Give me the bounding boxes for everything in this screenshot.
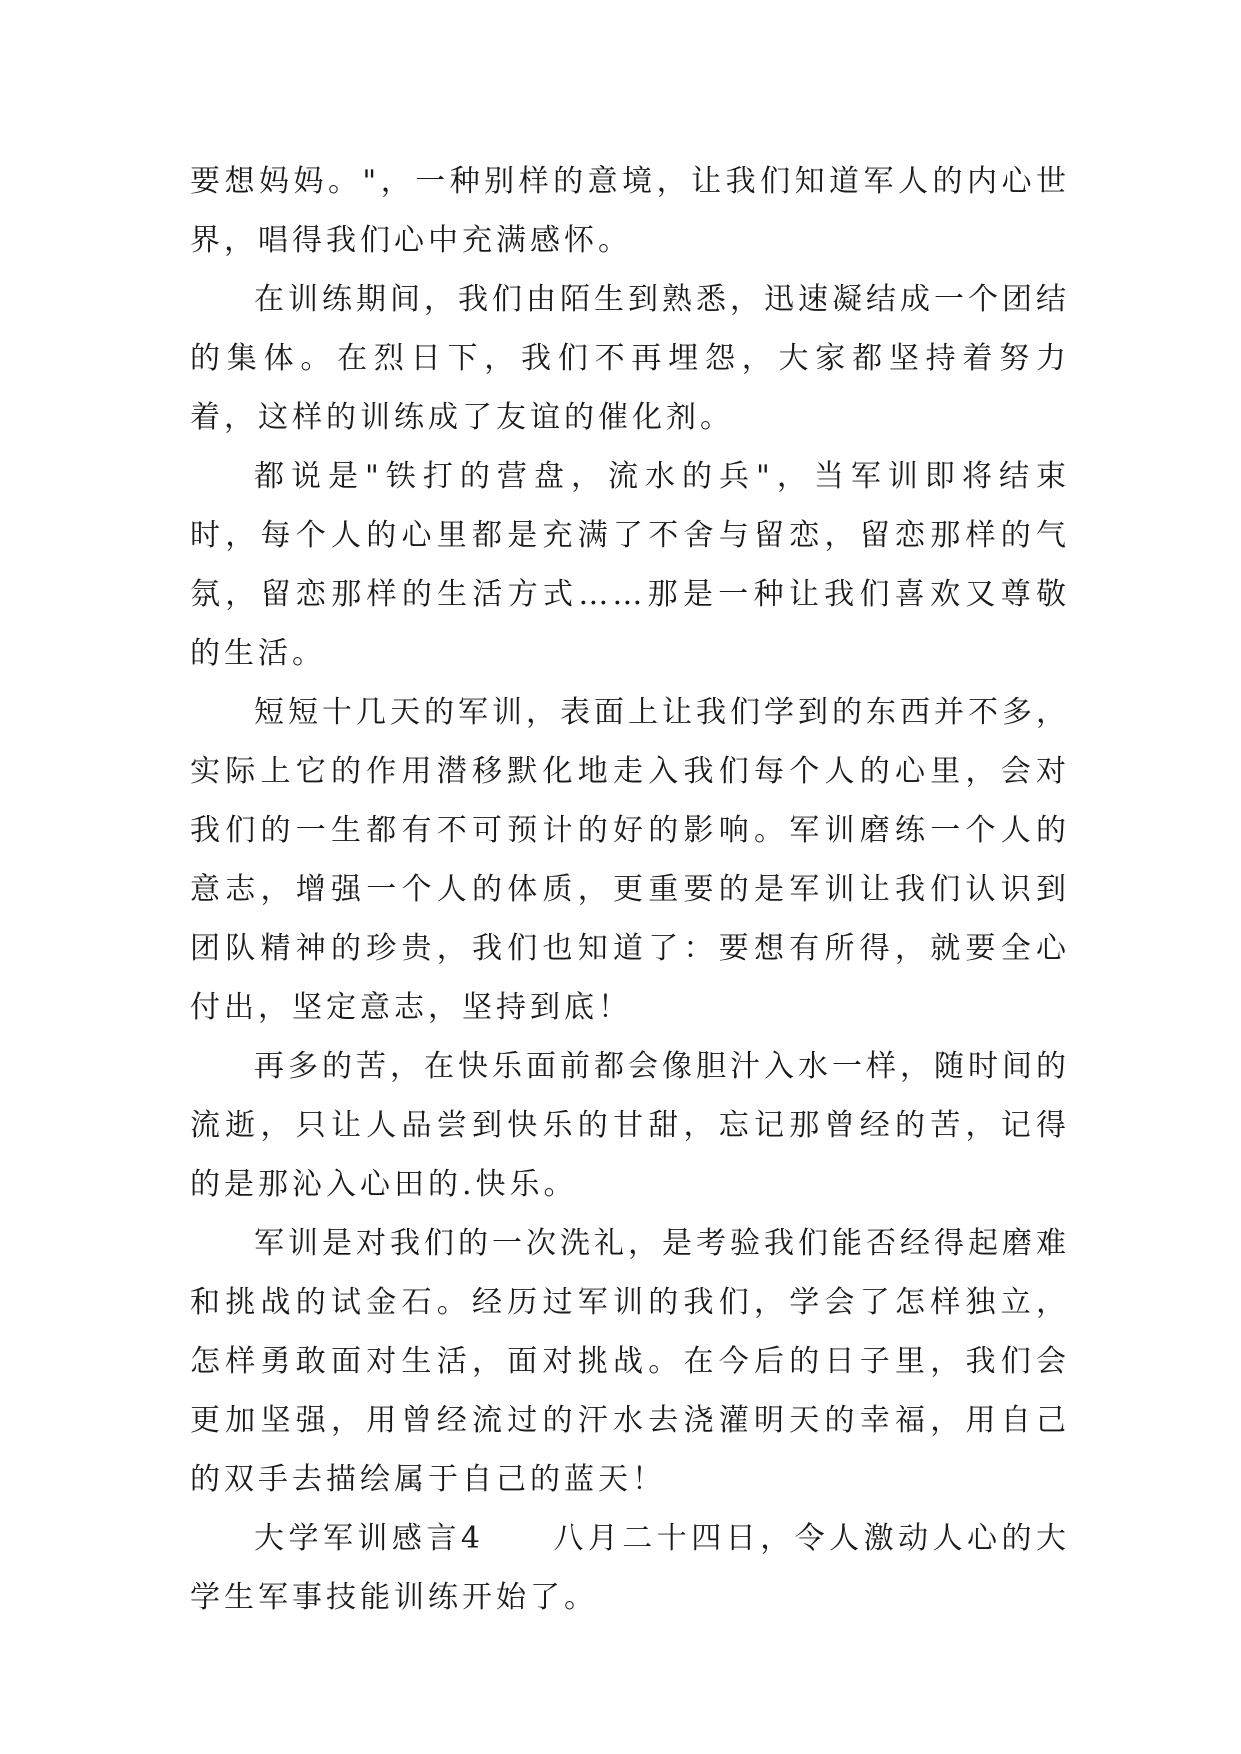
paragraph-1: 要想妈妈。"，一种别样的意境，让我们知道军人的内心世界，唱得我们心中充满感怀。 xyxy=(190,164,1070,258)
paragraph-2: 在训练期间，我们由陌生到熟悉，迅速凝结成一个团结的集体。在烈日下，我们不再埋怨，大家都坚持着努力着，这样的训练成了友谊的催化剂。 xyxy=(190,282,1070,435)
paragraph-3: 都说是"铁打的营盘，流水的兵"，当军训即将结束时，每个人的心里都是充满了不舍与留恋，留恋那样的气氛，留恋那样的生活方式……那是一种让我们喜欢又尊敬的生活。 xyxy=(190,459,1070,671)
paragraph-5: 再多的苦，在快乐面前都会像胆汁入水一样，随时间的流逝，只让人品尝到快乐的甘甜，忘记那曾经的苦，记得的是那沁入心田的.快乐。 xyxy=(190,1049,1070,1202)
paragraph-6: 军训是对我们的一次洗礼，是考验我们能否经得起磨难和挑战的试金石。经历过军训的我们，学会了怎样独立，怎样勇敢面对生活，面对挑战。在今后的日子里，我们会更加坚强，用曾经流过的汗水去浇灌明天的幸福，用自己的双手去描绘属于自己的蓝天！ xyxy=(190,1226,1070,1497)
paragraph-7: 大学军训感言4 八月二十四日，令人激动人心的大学生军事技能训练开始了。 xyxy=(190,1521,1070,1615)
paragraph-4: 短短十几天的军训，表面上让我们学到的东西并不多，实际上它的作用潜移默化地走入我们每个人的心里，会对我们的一生都有不可预计的好的影响。军训磨练一个人的意志，增强一个人的体质，更重要的是军训让我们认识到团队精神的珍贵，我们也知道了：要想有所得，就要全心付出，坚定意志，坚持到底！ xyxy=(190,695,1070,1025)
document-body xyxy=(190,152,1070,1627)
